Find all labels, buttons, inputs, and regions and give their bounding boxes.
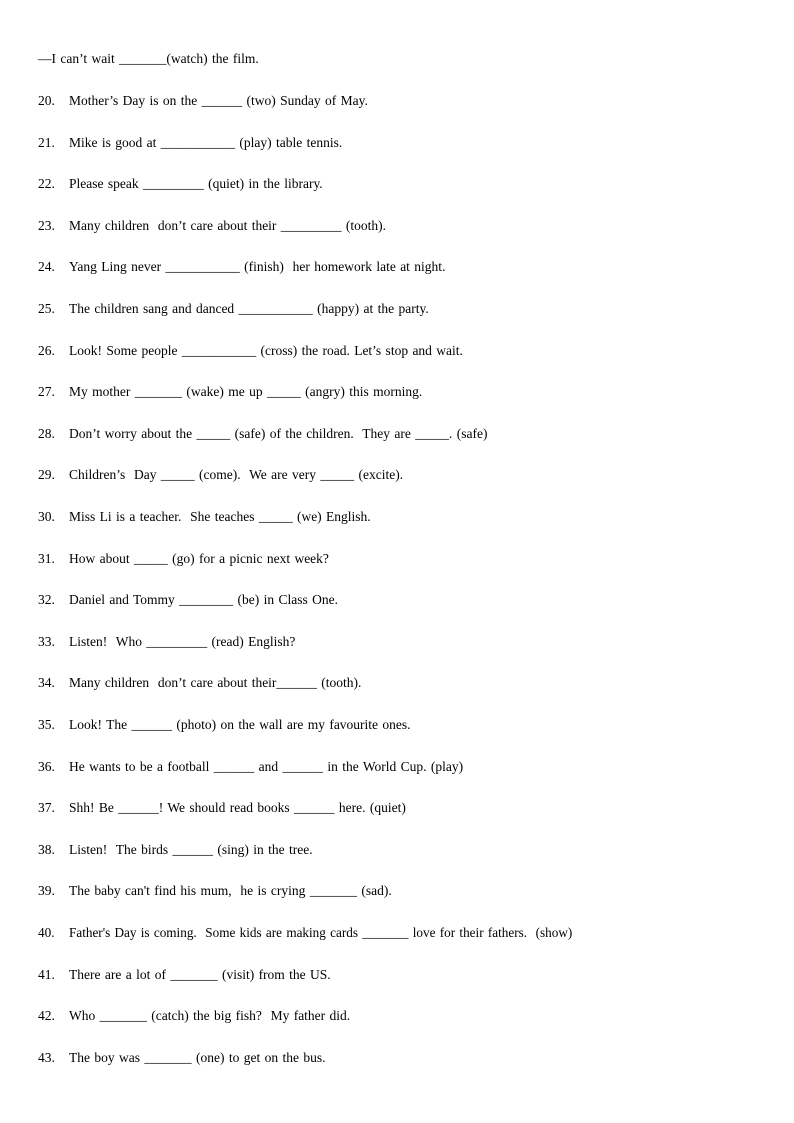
- question-text: Please speak _________ (quiet) in the library.: [69, 176, 323, 191]
- question-number: 23.: [38, 218, 55, 233]
- question-number: 24.: [38, 259, 55, 274]
- question-number: 22.: [38, 176, 55, 191]
- question-number: 34.: [38, 675, 55, 690]
- question-text: Children’s Day _____ (come). We are very _____ (excite).: [69, 467, 404, 482]
- question-text: Father's Day is coming. Some kids are making cards _______ love for their fathers. (show): [69, 925, 573, 940]
- question-36: [38, 759, 463, 775]
- question-38: [38, 842, 313, 858]
- question-text: Listen! The birds ______ (sing) in the tree.: [69, 842, 313, 857]
- question-number: 43.: [38, 1050, 55, 1065]
- question-29: [38, 467, 403, 483]
- question-33: [38, 634, 295, 650]
- question-text: The boy was _______ (one) to get on the bus.: [69, 1050, 326, 1065]
- question-number: 38.: [38, 842, 55, 857]
- question-text: Shh! Be ______! We should read books ______ here. (quiet): [69, 800, 406, 815]
- question-42: [38, 1008, 350, 1024]
- question-20: [38, 93, 368, 109]
- question-number: 36.: [38, 759, 55, 774]
- question-number: 31.: [38, 551, 55, 566]
- question-number: 20.: [38, 93, 55, 108]
- question-41: [38, 967, 331, 983]
- question-40: [38, 925, 572, 941]
- question-27: [38, 384, 422, 400]
- question-number: 35.: [38, 717, 55, 732]
- question-text: The children sang and danced ___________ (happy) at the party.: [69, 301, 429, 316]
- question-text: Many children don’t care about their _________ (tooth).: [69, 218, 387, 233]
- question-text: My mother _______ (wake) me up _____ (angry) this morning.: [69, 384, 423, 399]
- question-31: [38, 551, 329, 567]
- question-text: Yang Ling never ___________ (finish) her homework late at night.: [69, 259, 446, 274]
- question-number: 21.: [38, 135, 55, 150]
- question-37: [38, 800, 406, 816]
- question-number: 42.: [38, 1008, 55, 1023]
- question-30: [38, 509, 371, 525]
- question-text: The baby can't find his mum, he is crying _______ (sad).: [69, 883, 392, 898]
- question-text: Daniel and Tommy ________ (be) in Class One.: [69, 592, 339, 607]
- question-43: [38, 1050, 325, 1066]
- question-text: There are a lot of _______ (visit) from the US.: [69, 967, 331, 982]
- question-26: [38, 343, 463, 359]
- question-24: [38, 259, 445, 275]
- first-line: —I can’t wait _______(watch) the film.: [38, 51, 259, 66]
- question-number: 25.: [38, 301, 55, 316]
- question-34: [38, 675, 361, 691]
- question-text: Miss Li is a teacher. She teaches _____ (we) English.: [69, 509, 371, 524]
- question-text: Who _______ (catch) the big fish? My father did.: [69, 1008, 351, 1023]
- question-39: [38, 883, 392, 899]
- question-text: Many children don’t care about their______ (tooth).: [69, 675, 362, 690]
- question-number: 39.: [38, 883, 55, 898]
- question-number: 41.: [38, 967, 55, 982]
- question-23: [38, 218, 386, 234]
- question-number: 27.: [38, 384, 55, 399]
- question-number: 26.: [38, 343, 55, 358]
- question-number: 37.: [38, 800, 55, 815]
- question-text: Look! The ______ (photo) on the wall are my favourite ones.: [69, 717, 411, 732]
- question-25: [38, 301, 429, 317]
- question-21: [38, 135, 342, 151]
- question-number: 32.: [38, 592, 55, 607]
- question-text: Listen! Who _________ (read) English?: [69, 634, 296, 649]
- question-number: 28.: [38, 426, 55, 441]
- question-32: [38, 592, 338, 608]
- question-22: [38, 176, 323, 192]
- question-number: 30.: [38, 509, 55, 524]
- question-text: Mike is good at ___________ (play) table tennis.: [69, 135, 343, 150]
- question-text: Don’t worry about the _____ (safe) of the children. They are _____. (safe): [69, 426, 488, 441]
- question-text: Look! Some people ___________ (cross) the road. Let’s stop and wait.: [69, 343, 463, 358]
- question-number: 40.: [38, 925, 55, 940]
- question-number: 33.: [38, 634, 55, 649]
- question-text: Mother’s Day is on the ______ (two) Sunday of May.: [69, 93, 368, 108]
- question-28: [38, 426, 488, 442]
- question-number: 29.: [38, 467, 55, 482]
- question-35: [38, 717, 411, 733]
- question-text: He wants to be a football ______ and ______ in the World Cup. (play): [69, 759, 464, 774]
- question-text: How about _____ (go) for a picnic next week?: [69, 551, 329, 566]
